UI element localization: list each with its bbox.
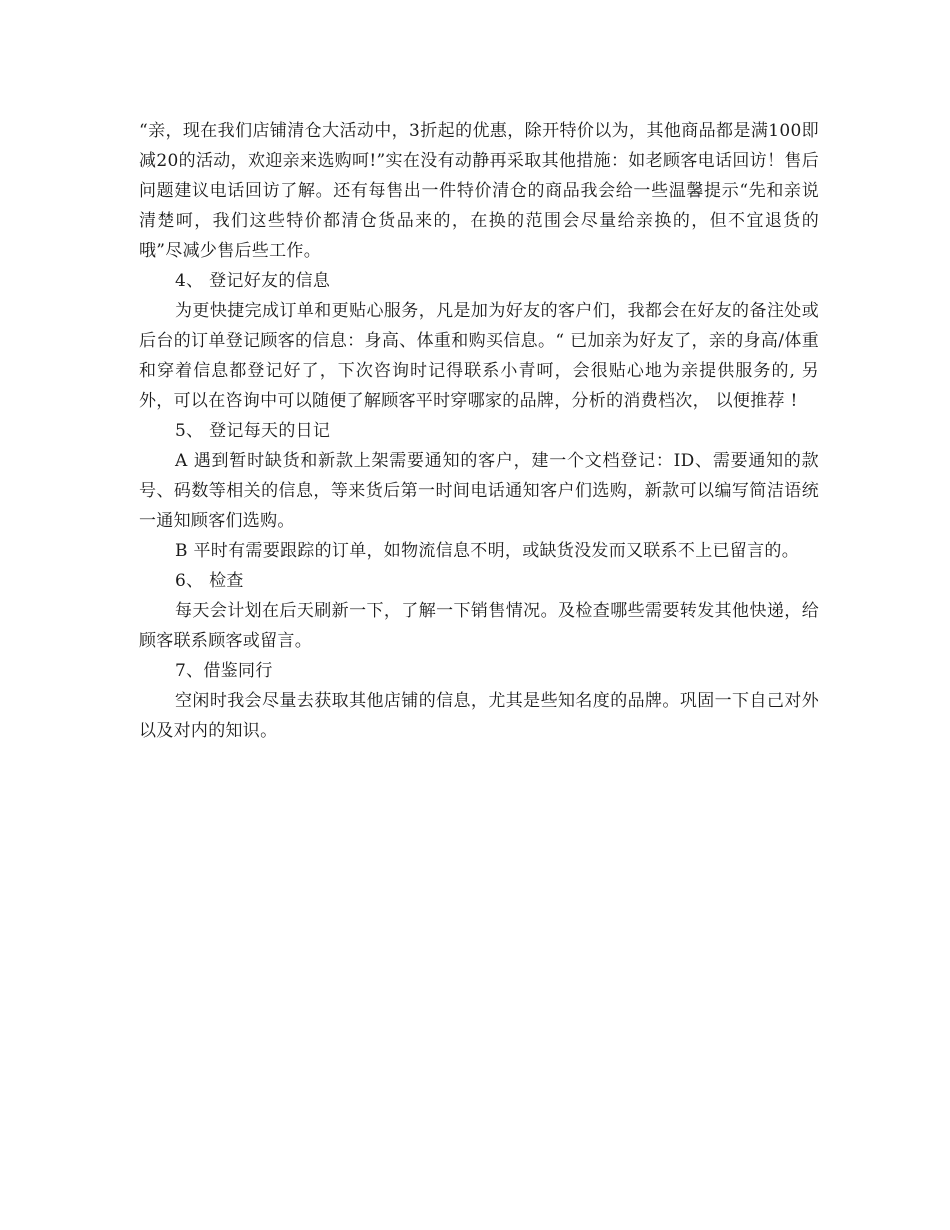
section-heading-6: 6、 检查 (175, 571, 244, 591)
section-heading-4: 4、 登记好友的信息 (175, 271, 331, 291)
paragraph-item-b: B 平时有需要跟踪的订单，如物流信息不明，或缺货没发而又联系不上已留言的。 (175, 541, 799, 561)
paragraph-learn-peers: 空闲时我会尽量去获取其他店铺的信息，尤其是些知名度的品牌。巩固一下自己对外以及对内的知识。 (139, 691, 819, 741)
paragraph-promo-message: “亲，现在我们店铺清仓大活动中，3折起的优惠，除开特价以为，其他商品都是满100即减20的活动，欢迎亲来选购呵!”实在没有动静再采取其他措施：如老顾客电话回访！售后问题建议电话回访了解。还有每售出一件特价清仓的商品我会给一些温馨提示“先和亲说清楚呵，我们这些特价都清仓货品来的，在换的范围会尽量给亲换的，但不宜退货的哦”尽减少售后些工作。 (139, 121, 819, 261)
paragraph-friend-info: 为更快捷完成订单和更贴心服务，凡是加为好友的客户们，我都会在好友的备注处或后台的订单登记顾客的信息：身高、体重和购买信息。“ 已加亲为好友了，亲的身高/体重和穿着信息都登记好了，下次咨询时记得联系小青呵，会很贴心地为亲提供服务的, 另外，可以在咨询中可以随便了解顾客平时穿哪家的品牌，分析的消费档次， 以便推荐 ! (139, 301, 819, 411)
section-heading-7: 7、借鉴同行 (175, 661, 273, 681)
document-body (139, 116, 819, 746)
paragraph-check: 每天会计划在后天刷新一下，了解一下销售情况。及检查哪些需要转发其他快递，给顾客联系顾客或留言。 (139, 601, 819, 651)
paragraph-item-a: A 遇到暂时缺货和新款上架需要通知的客户，建一个文档登记：ID、需要通知的款号、码数等相关的信息，等来货后第一时间电话通知客户们选购，新款可以编写简洁语统一通知顾客们选购。 (139, 451, 819, 531)
section-heading-5: 5、 登记每天的日记 (175, 421, 331, 441)
